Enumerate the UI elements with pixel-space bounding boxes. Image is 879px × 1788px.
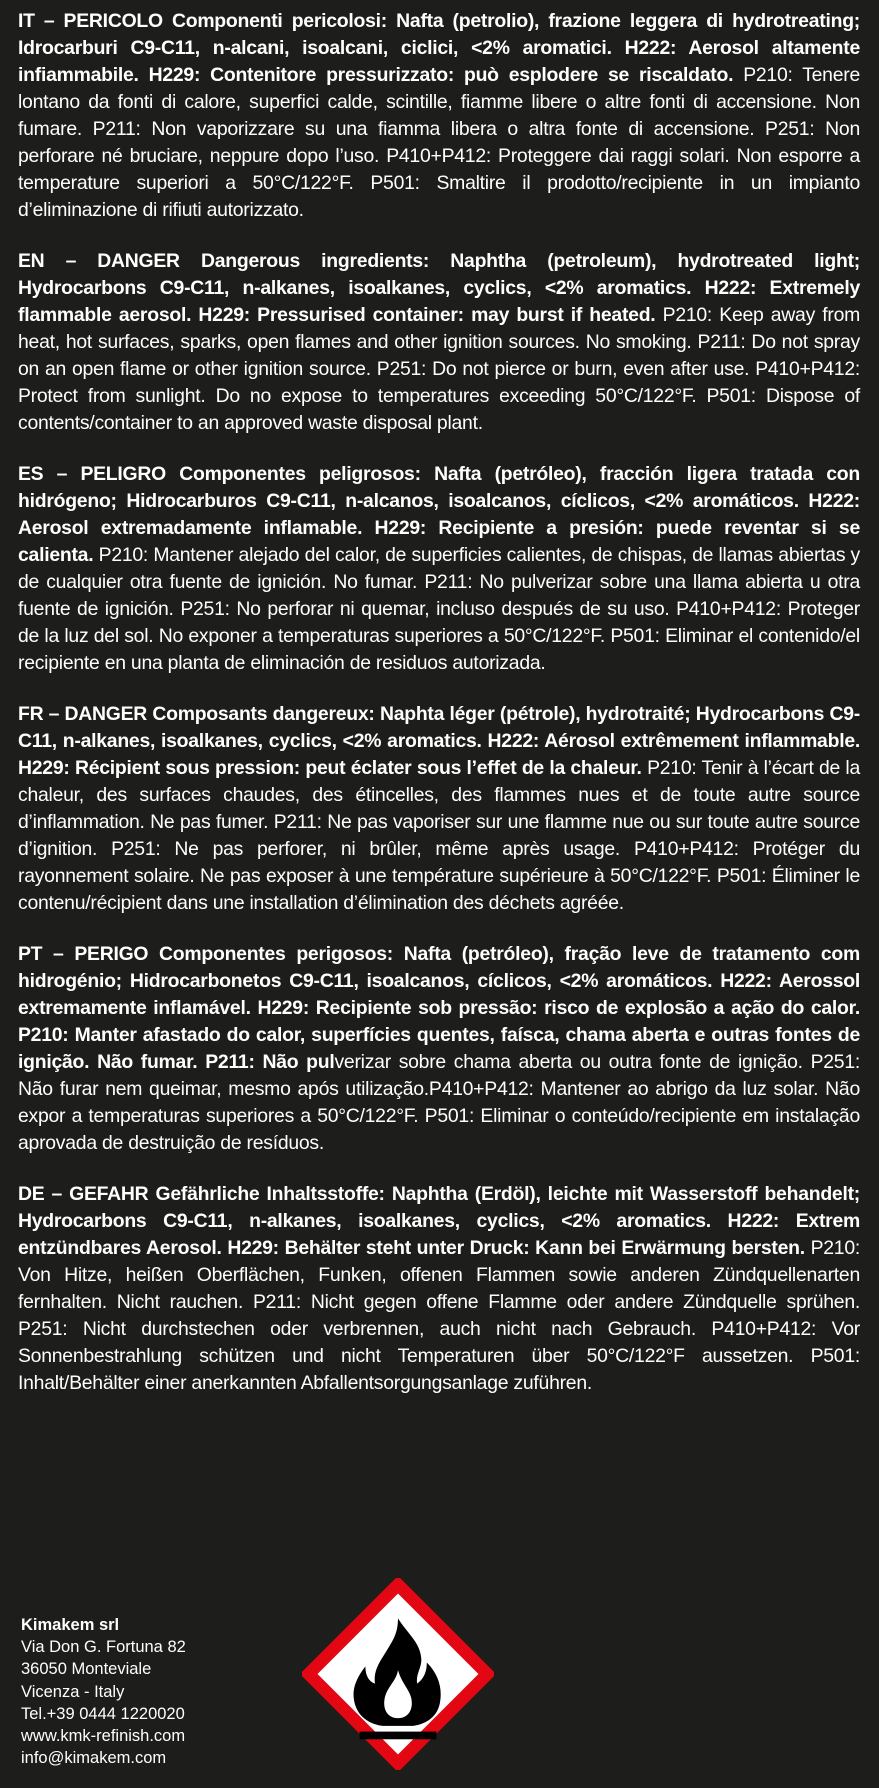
company-city: 36050 Monteviale <box>21 1660 152 1679</box>
section-it <box>18 8 860 224</box>
company-info <box>21 1614 186 1769</box>
section-es-hazard-statements: ES – PELIGRO Componentes peligrosos: Nafta (petróleo), fracción ligera tratada con hidrógeno; Hidrocarburos C9-C11, n-alcanos, isoalcanos, cíclicos, <2% aromáticos. H222: Aerosol extremadamente inflamable. H229: Recipiente a presión: puede reventar si se calienta. <box>18 463 860 566</box>
hazard-text-sections <box>18 8 860 1421</box>
section-fr-precautionary-statements: P210: Tenir à l’écart de la chaleur, des surfaces chaudes, des étincelles, des flammes nues et de toute autre source d’inflammation. Ne pas fumer. P211: Ne pas vaporiser sur une flamme nue ou sur toute autre source d’ignition. P251: Ne pas perforer, ni brûler, même après usage. P410+P412: Protéger du rayonnement solaire. Ne pas exposer à une température supérieure à 50°C/122°F. P501: Éliminer le contenu/récipient dans une installation d’élimination des déchets agréée. <box>18 757 860 914</box>
company-address: Via Don G. Fortuna 82 <box>21 1638 186 1657</box>
section-es-precautionary-statements: P210: Mantener alejado del calor, de superficies calientes, de chispas, de llamas abiertas y de cualquier otra fuente de ignición. No fumar. P211: No pulverizar sobre una llama abierta u otra fuente de ignición. P251: No perforar ni quemar, incluso después de su uso. P410+P412: Proteger de la luz del sol. No exponer a temperaturas superiores a 50°C/122°F. P501: Eliminar el contenido/el recipiente en una planta de eliminación de residuos autorizada. <box>18 544 860 674</box>
section-en-precautionary-statements: P210: Keep away from heat, hot surfaces, sparks, open flames and other ignition sources. No smoking. P211: Do not spray on an open flame or other ignition source. P251: Do not pierce or burn, even after use. P410+P412: Protect from sunlight. Do no expose to temperatures exceeding 50°C/122°F. P501: Dispose of contents/container to an approved waste disposal plant. <box>18 304 860 434</box>
section-it-precautionary-statements: P210: Tenere lontano da fonti di calore, superfici calde, scintille, fiamme libere o altre fonti di accensione. Non fumare. P211: Non vaporizzare su una fiamma libera o altra fonte di accensione. P251: Non perforare né bruciare, neppure dopo l’uso. P410+P412: Proteggere dai raggi solari. Non esporre a temperature superiori a 50°C/122°F. P501: Smaltire il prodotto/recipiente in un impianto d’eliminazione di rifiuti autorizzato. <box>18 64 860 221</box>
section-fr <box>18 701 860 917</box>
company-name: Kimakem srl <box>21 1616 120 1634</box>
flammable-flame-icon <box>302 1578 494 1770</box>
section-de <box>18 1181 860 1397</box>
section-pt <box>18 941 860 1157</box>
company-email: info@kimakem.com <box>21 1749 167 1768</box>
section-pt-precautionary-statements: verizar sobre chama aberta ou outra fonte de ignição. P251: Não furar nem queimar, mesmo após utilização.P410+P412: Mantener ao abrigo da luz solar. Não expor a temperaturas superiores a 50°C/122°F. P501: Eliminar o conteúdo/recipiente em instalação aprovada de destruição de resíduos. <box>18 1051 860 1154</box>
company-region: Vicenza - Italy <box>21 1682 125 1701</box>
section-pt-hazard-statements: PT – PERIGO Componentes perigosos: Nafta (petróleo), fração leve de tratamento com hidrogénio; Hidrocarbonetos C9-C11, isoalcanos, cíclicos, <2% aromáticos. H222: Aerossol extremamente inflamável. H229: Recipiente sob pressão: risco de explosão a ação do calor. P210: Manter afastado do calor, superfícies quentes, faísca, chama aberta e outras fontes de ignição. Não fumar. P211: Não pul <box>18 943 860 1073</box>
section-es <box>18 461 860 677</box>
section-de-hazard-statements: DE – GEFAHR Gefährliche Inhaltsstoffe: Naphtha (Erdöl), leichte mit Wasserstoff behandelt; Hydrocarbons C9-C11, n-alkanes, isoalkanes, cyclics, <2% aromatics. H222: Extrem entzündbares Aerosol. H229: Behälter steht unter Druck: Kann bei Erwärmung bersten. <box>18 1183 860 1259</box>
section-fr-hazard-statements: FR – DANGER Composants dangereux: Naphta léger (pétrole), hydrotraité; Hydrocarbons C9-C11, n-alkanes, isoalkanes, cyclics, <2% aromatics. H222: Aérosol extrêmement inflammable. H229: Récipient sous pression: peut éclater sous l’effet de la chaleur. <box>18 703 860 779</box>
section-de-precautionary-statements: P210: Von Hitze, heißen Oberflächen, Funken, offenen Flammen sowie anderen Zündquellenarten fernhalten. Nicht rauchen. P211: Nicht gegen offene Flamme oder andere Zündquelle sprühen. P251: Nicht durchstechen oder verbrennen, auch nicht nach Gebrauch. P410+P412: Vor Sonnenbestrahlung schützen und nicht Temperaturen über 50°C/122°F aussetzen. P501: Inhalt/Behälter einer anerkannten Abfallentsorgungsanlage zuführen. <box>18 1237 860 1394</box>
company-phone: Tel.+39 0444 1220020 <box>21 1704 185 1723</box>
section-en-hazard-statements: EN – DANGER Dangerous ingredients: Naphtha (petroleum), hydrotreated light; Hydrocarbons C9-C11, n-alkanes, isoalkanes, cyclics, <2% aromatics. H222: Extremely flammable aerosol. H229: Pressurised container: may burst if heated. <box>18 250 860 326</box>
section-it-hazard-statements: IT – PERICOLO Componenti pericolosi: Nafta (petrolio), frazione leggera di hydrotreating; Idrocarburi C9-C11, n-alcani, isoalcani, ciclici, <2% aromatici. H222: Aerosol altamente infiammabile. H229: Contenitore pressurizzato: può esplodere se riscaldato. <box>18 10 860 86</box>
flame-base-bar <box>360 1732 437 1740</box>
company-website: www.kmk-refinish.com <box>21 1727 186 1746</box>
section-en <box>18 248 860 437</box>
